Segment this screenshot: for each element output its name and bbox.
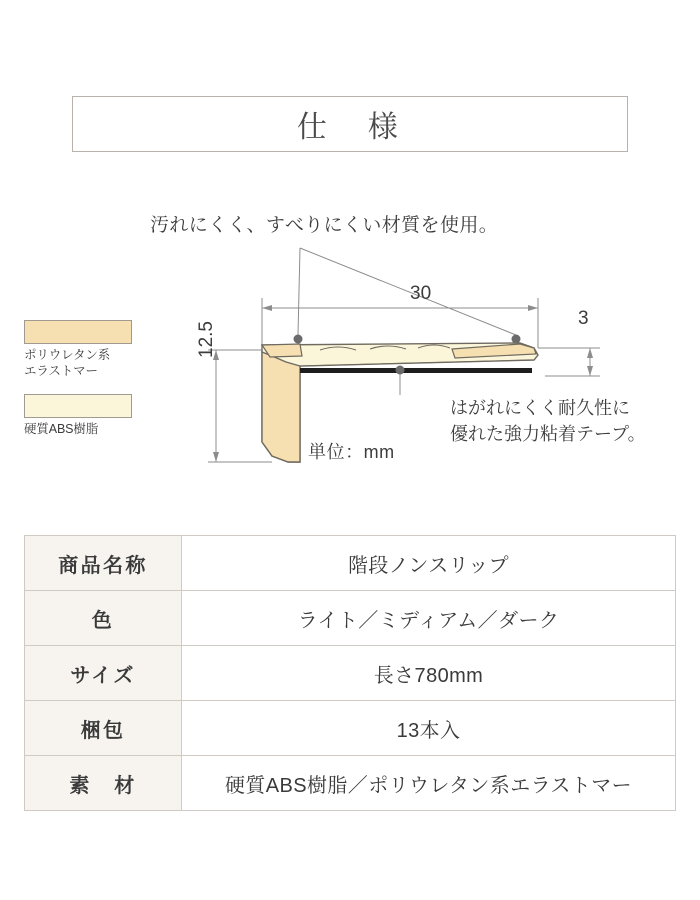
callout-adhesive-line2: 優れた強力粘着テープ。 — [450, 424, 646, 445]
page-title-box — [72, 96, 628, 152]
callout-material: 汚れにくく、すべりにくい材質を使用。 — [150, 215, 499, 236]
legend-label-polyurethane-line2: エラストマー — [24, 364, 98, 379]
table-row — [25, 536, 676, 591]
callout-adhesive-line1: はがれにくく耐久性に — [450, 398, 630, 418]
legend-swatch-polyurethane — [24, 320, 132, 344]
spec-table — [24, 535, 676, 811]
dimension-thickness-label: 3 — [578, 308, 589, 329]
dimension-width-label: 30 — [410, 283, 432, 304]
table-row — [25, 646, 676, 701]
table-row — [25, 701, 676, 756]
spec-value-material: 硬質ABS樹脂／ポリウレタン系エラストマー — [182, 756, 676, 811]
product-diagram — [0, 180, 700, 510]
adhesive-tape — [300, 368, 532, 373]
material-legend — [24, 320, 150, 451]
callout-dot-tape — [396, 366, 405, 375]
legend-label-abs — [24, 421, 150, 437]
spec-key-product-name: 商品名称 — [25, 536, 182, 591]
spec-value-product-name: 階段ノンスリップ — [182, 536, 676, 591]
legend-label-abs-line1: 硬質ABS樹脂 — [24, 421, 99, 436]
leader-line-left — [298, 248, 300, 335]
unit-label: 単位：mm — [308, 442, 395, 462]
spec-key-packaging: 梱包 — [25, 701, 182, 756]
spec-value-packaging: 13本入 — [182, 701, 676, 756]
spec-key-material: 素 材 — [25, 756, 182, 811]
spec-value-color: ライト／ミディアム／ダーク — [182, 591, 676, 646]
leader-line-right — [300, 248, 516, 335]
callout-dot-right — [512, 335, 521, 344]
table-row — [25, 591, 676, 646]
callout-dot-left — [294, 335, 303, 344]
spec-key-size: サイズ — [25, 646, 182, 701]
legend-label-polyurethane — [24, 347, 150, 380]
table-row — [25, 756, 676, 811]
legend-swatch-abs — [24, 394, 132, 418]
spec-value-size: 長さ780mm — [182, 646, 676, 701]
spec-key-color: 色 — [25, 591, 182, 646]
page-title: 仕 様 — [296, 111, 404, 144]
callout-adhesive — [450, 395, 646, 447]
dimension-height-label: 12.5 — [196, 321, 217, 358]
legend-label-polyurethane-line1: ポリウレタン系 — [24, 348, 111, 362]
